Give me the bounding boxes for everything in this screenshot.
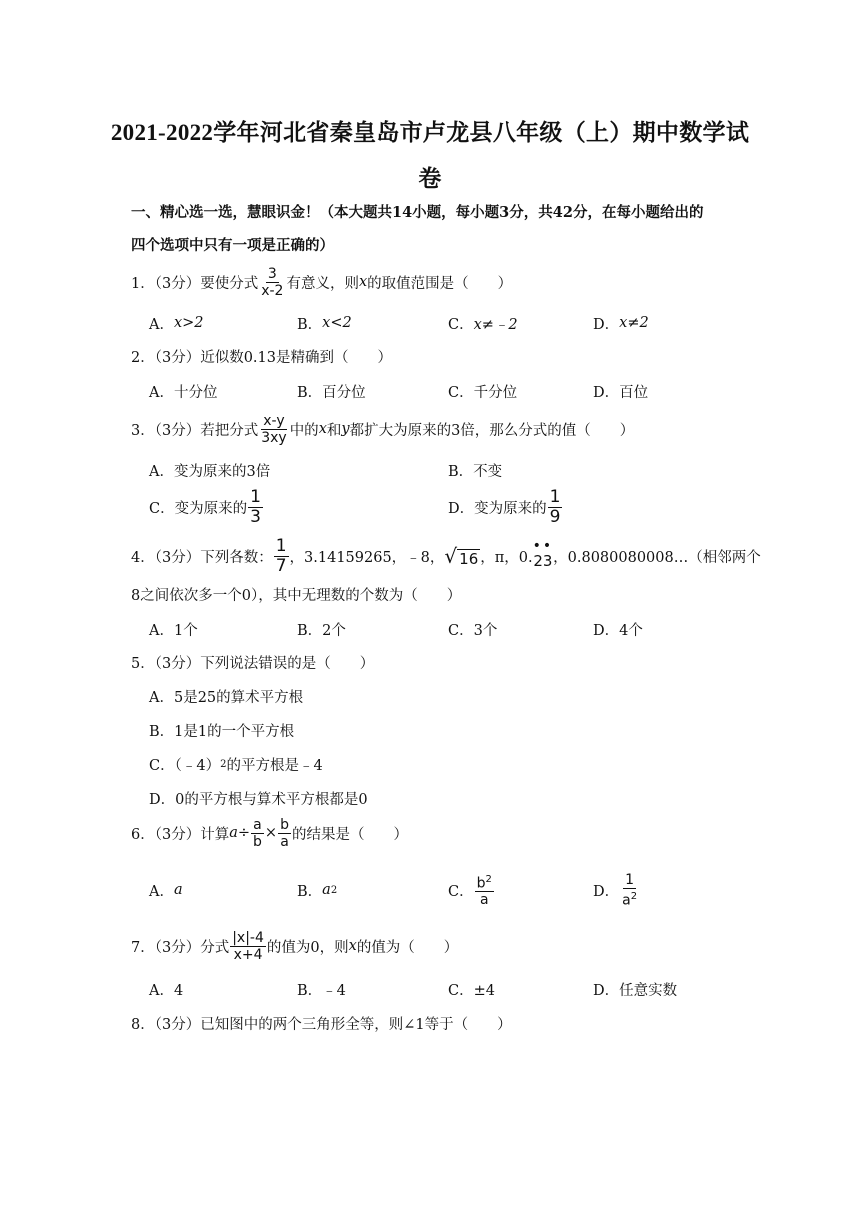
question-8: 8．（3分）已知图中的两个三角形全等，则∠1等于（ ）	[131, 1016, 512, 1033]
fraction: $\frac{3}{x-2}$	[261, 265, 284, 299]
fraction: $\frac{1}{3}$	[250, 486, 261, 527]
q5-option-c[interactable]: C．（﹣4） 2 的平方根是﹣4	[149, 757, 323, 774]
fraction: $\frac{b}{a}$	[280, 816, 289, 850]
q4-option-c[interactable]: C．3个	[448, 622, 498, 639]
q1-option-a[interactable]: A． x>2	[149, 315, 204, 333]
q1-option-d[interactable]: D． x≠2	[593, 315, 649, 333]
q2-option-b[interactable]: B．百分位	[297, 384, 366, 401]
q5-option-d[interactable]: D．0的平方根与算术平方根都是0	[149, 791, 368, 808]
fraction: $\frac{1}{9}$	[549, 486, 561, 527]
fraction: $\frac{|x|-4}{x+4}$	[232, 929, 264, 963]
q3-option-a[interactable]: A．变为原来的3倍	[149, 463, 271, 480]
question-3: 3．（3分）若把分式 $\frac{x-y}{3xy}$ 中的 x 和 y 都扩大为原来的3倍，那么分式的值（ ）	[131, 412, 635, 446]
q1-option-b[interactable]: B． x<2	[297, 315, 352, 333]
q4-option-a[interactable]: A．1个	[149, 622, 198, 639]
q4-option-b[interactable]: B．2个	[297, 622, 346, 639]
q6-option-a[interactable]: A． a	[149, 882, 183, 900]
exam-title-line2: 卷	[418, 166, 442, 191]
radical-sign-icon: √	[444, 544, 458, 568]
q6-option-d[interactable]: D． $\frac{1}{a^2}$	[593, 871, 638, 909]
fraction: $\frac{1}{a^2}$	[622, 871, 638, 909]
q7-option-a[interactable]: A．4	[149, 982, 184, 999]
fraction: $\frac{a}{b}$	[253, 816, 262, 850]
fraction: $\frac{x-y}{3xy}$	[261, 412, 287, 446]
q4-option-d[interactable]: D．4个	[593, 622, 643, 639]
fraction: $\frac{b^2}{a}$	[476, 873, 492, 909]
q3-option-b[interactable]: B．不变	[448, 463, 503, 480]
q2-option-d[interactable]: D．百位	[593, 384, 649, 401]
square-root: √ 16	[444, 544, 479, 568]
question-4: 4．（3分）下列各数： $\frac{1}{7}$ ，3.14159265，﹣8， √ 16 ，π，0. •• 23 ，0.8080080008…（相邻两个	[131, 535, 761, 576]
q6-option-c[interactable]: C． $\frac{b^2}{a}$	[448, 873, 492, 909]
question-6: 6．（3分）计算 a ÷ $\frac{a}{b}$ × $\frac{b}{a}$ 的结果是（ ）	[131, 816, 408, 850]
q2-option-a[interactable]: A．十分位	[149, 384, 218, 401]
exam-title-line1: 2021-2022学年河北省秦皇岛市卢龙县八年级（上）期中数学试	[110, 120, 750, 145]
q6-option-b[interactable]: B． a 2	[297, 882, 338, 900]
q1-option-c[interactable]: C． x≠﹣2	[448, 316, 518, 333]
q7-option-c[interactable]: C．±4	[448, 982, 495, 999]
repeat-dots-icon: ••	[532, 537, 554, 554]
q7-option-b[interactable]: B．﹣4	[297, 982, 346, 999]
question-7: 7．（3分）分式 $\frac{|x|-4}{x+4}$ 的值为0，则 x 的值为（ ）	[131, 929, 459, 963]
question-4-line2: 8之间依次多一个0），其中无理数的个数为（ ）	[131, 587, 462, 604]
section-heading-line1: 一、精心选一选，慧眼识金！（本大题共14小题，每小题3分，共42分，在每小题给出的	[131, 204, 704, 221]
q3-option-d[interactable]: D．变为原来的 $\frac{1}{9}$	[448, 486, 561, 527]
q7-option-d[interactable]: D．任意实数	[593, 982, 678, 999]
q3-option-c[interactable]: C．变为原来的 $\frac{1}{3}$	[149, 486, 261, 527]
question-2: 2．（3分）近似数0.13是精确到（ ）	[131, 349, 392, 366]
q5-option-b[interactable]: B．1是1的一个平方根	[149, 723, 295, 740]
question-1: 1．（3分）要使分式 $\frac{3}{x-2}$ 有意义，则 x 的取值范围是（ ）	[131, 265, 513, 299]
repeating-decimal: •• 23	[532, 537, 554, 570]
q5-option-a[interactable]: A．5是25的算术平方根	[149, 689, 304, 706]
section-heading-line2: 四个选项中只有一项是正确的）	[131, 237, 334, 254]
q2-option-c[interactable]: C．千分位	[448, 384, 518, 401]
fraction: $\frac{1}{7}$	[275, 535, 287, 576]
question-5: 5．（3分）下列说法错误的是（ ）	[131, 655, 375, 672]
section-heading	[131, 196, 731, 262]
